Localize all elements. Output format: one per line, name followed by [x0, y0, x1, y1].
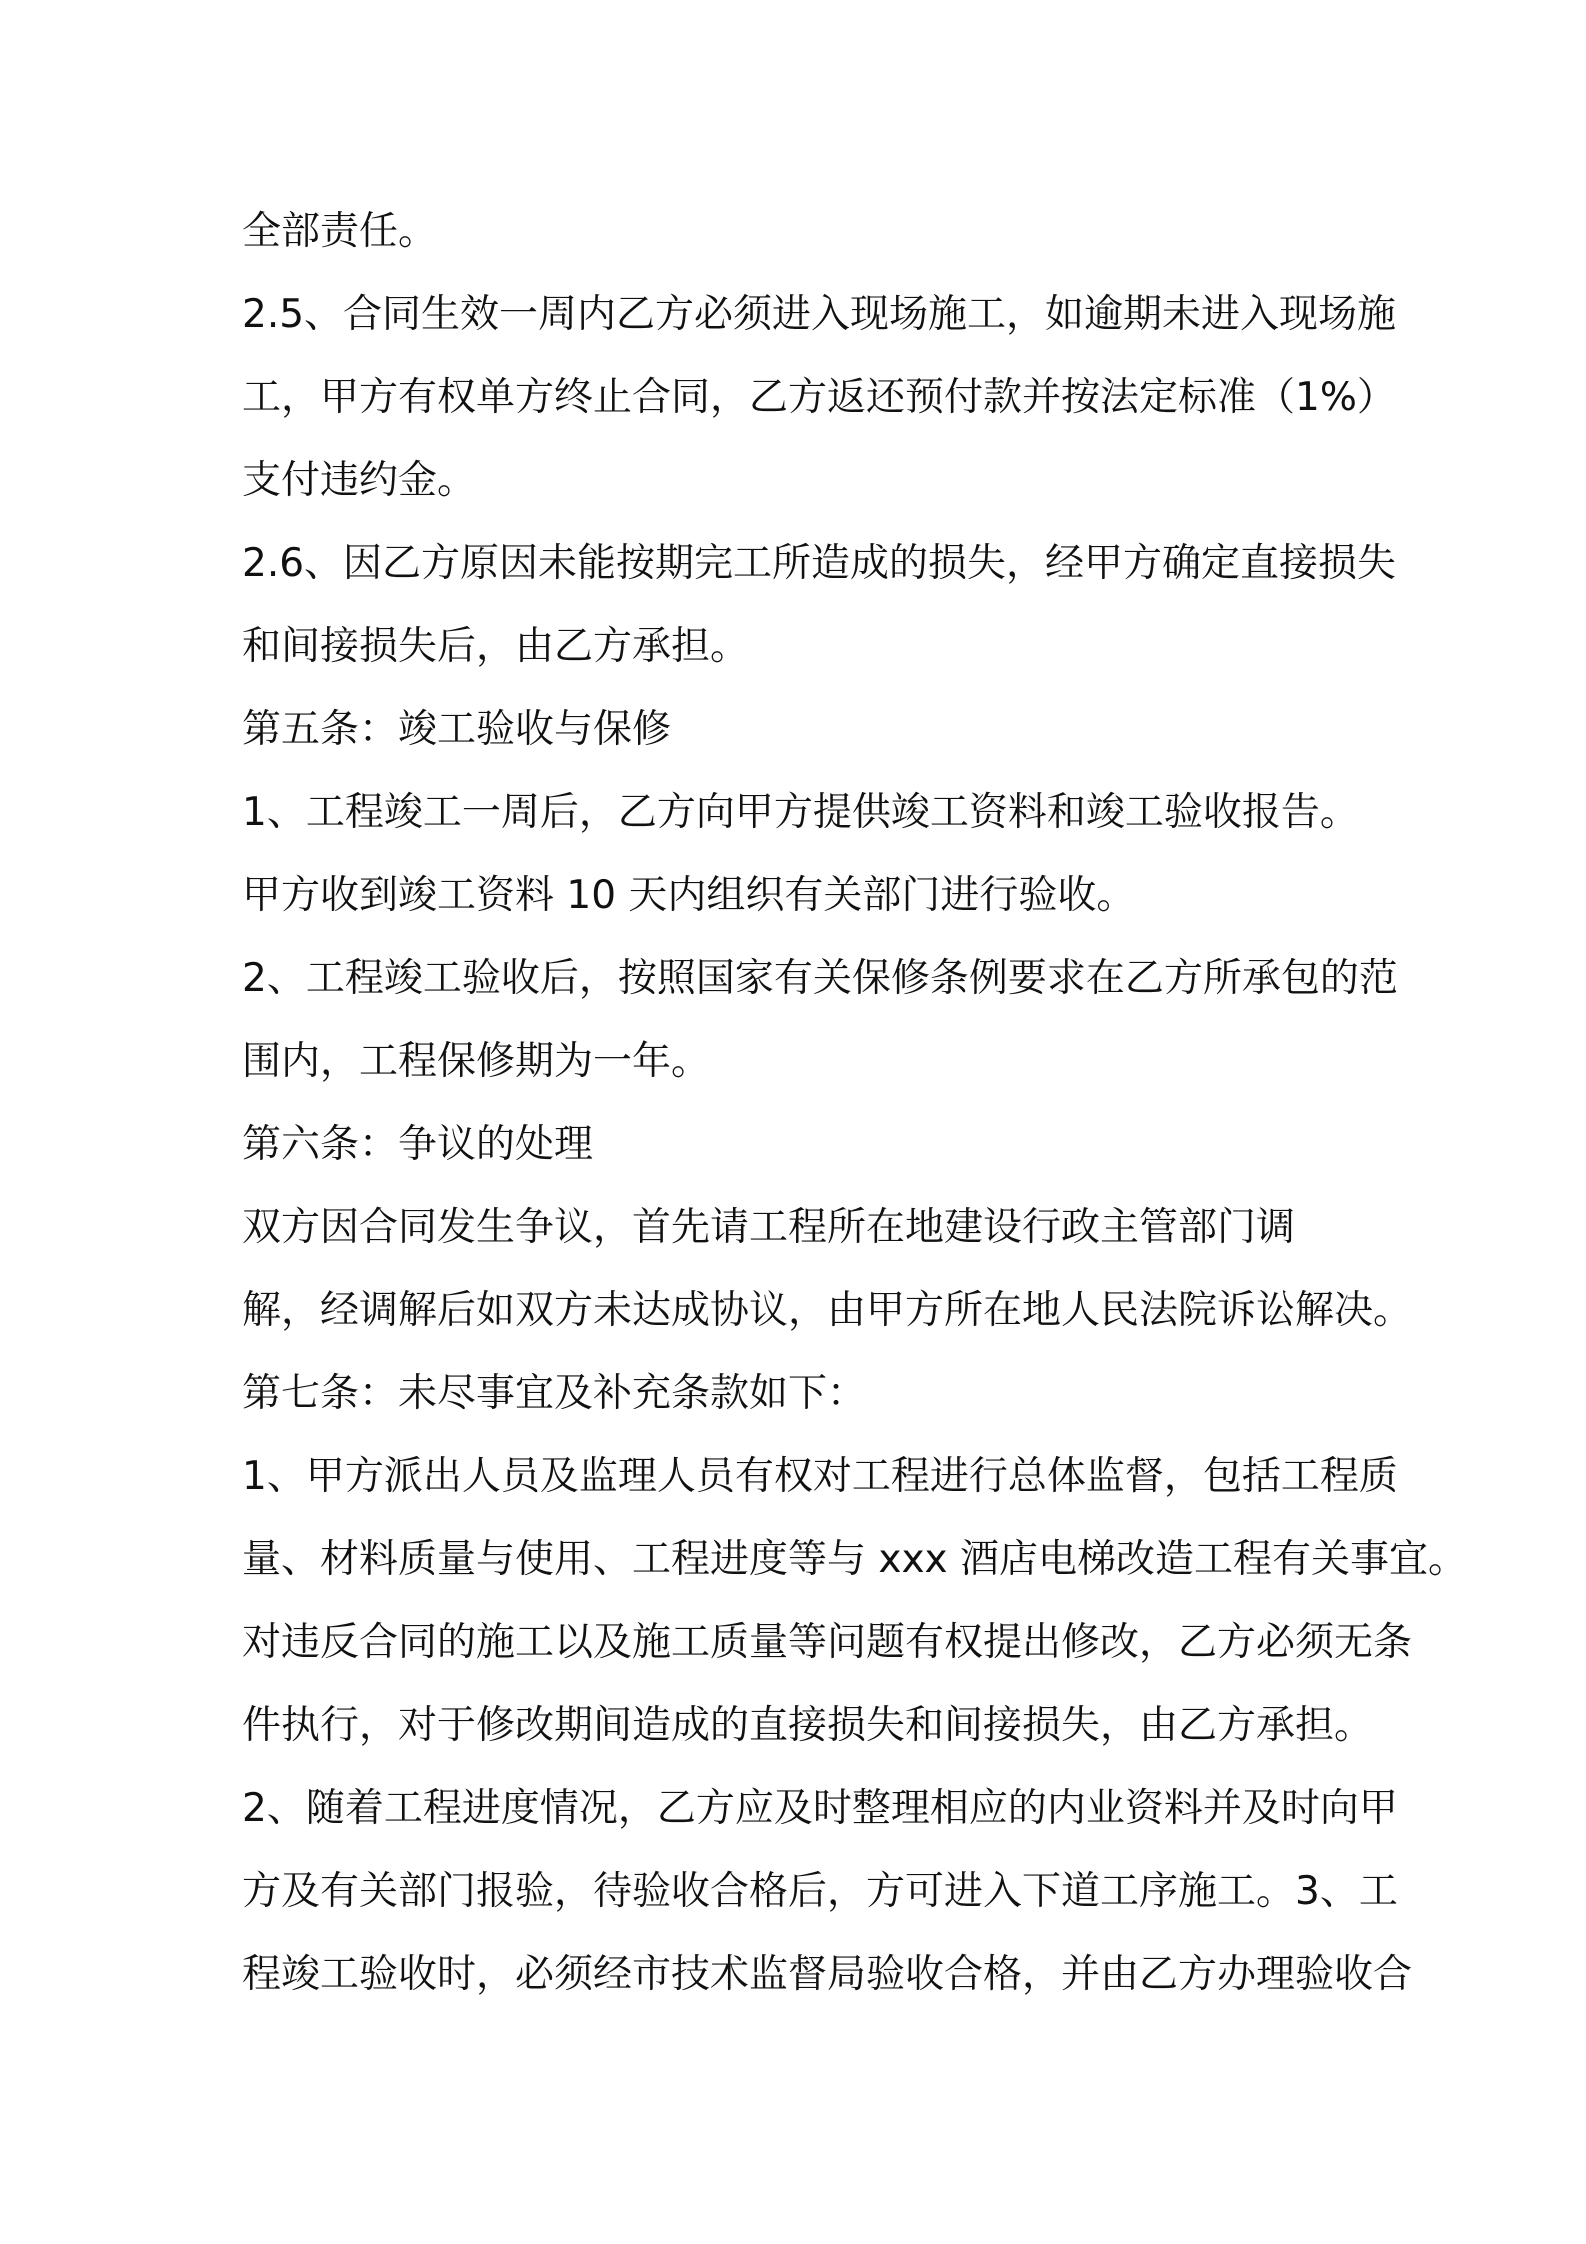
text-line: 程竣工验收时，必须经市技术监督局验收合格，并由乙方办理验收合 — [242, 1952, 1413, 1997]
text-line: 方及有关部门报验，待验收合格后，方可进入下道工序施工。3、工 — [242, 1869, 1398, 1914]
text-line: 1、工程竣工一周后，乙方向甲方提供竣工资料和竣工验收报告。 — [242, 790, 1359, 835]
section-heading-6: 第六条：争议的处理 — [242, 1122, 594, 1167]
text-line: 1、甲方派出人员及监理人员有权对工程进行总体监督，包括工程质 — [242, 1454, 1398, 1499]
text-line: 2.5、合同生效一周内乙方必须进入现场施工，如逾期未进入现场施 — [242, 292, 1397, 337]
text-line: 对违反合同的施工以及施工质量等问题有权提出修改，乙方必须无条 — [242, 1620, 1413, 1665]
section-heading-5: 第五条：竣工验收与保修 — [242, 707, 672, 752]
text-line: 2.6、因乙方原因未能按期完工所造成的损失，经甲方确定直接损失 — [242, 541, 1397, 586]
text-line: 和间接损失后，由乙方承担。 — [242, 624, 750, 669]
text-line: 2、随着工程进度情况，乙方应及时整理相应的内业资料并及时向甲 — [242, 1786, 1398, 1831]
text-line: 工，甲方有权单方终止合同，乙方返还预付款并按法定标准（1%） — [242, 375, 1396, 420]
text-line: 围内，工程保修期为一年。 — [242, 1039, 711, 1084]
text-line: 甲方收到竣工资料 10 天内组织有关部门进行验收。 — [242, 873, 1136, 918]
section-heading-7: 第七条：未尽事宜及补充条款如下： — [242, 1371, 867, 1416]
contract-text — [242, 190, 1468, 2016]
text-line: 双方因合同发生争议，首先请工程所在地建设行政主管部门调 — [242, 1205, 1296, 1250]
text-line: 支付违约金。 — [242, 458, 477, 503]
text-line: 全部责任。 — [242, 209, 438, 254]
text-line: 2、工程竣工验收后，按照国家有关保修条例要求在乙方所承包的范 — [242, 956, 1398, 1001]
text-line: 件执行，对于修改期间造成的直接损失和间接损失，由乙方承担。 — [242, 1703, 1374, 1748]
text-line: 解，经调解后如双方未达成协议，由甲方所在地人民法院诉讼解决。 — [242, 1288, 1413, 1333]
text-line: 量、材料质量与使用、工程进度等与 xxx 酒店电梯改造工程有关事宜。 — [242, 1537, 1468, 1582]
